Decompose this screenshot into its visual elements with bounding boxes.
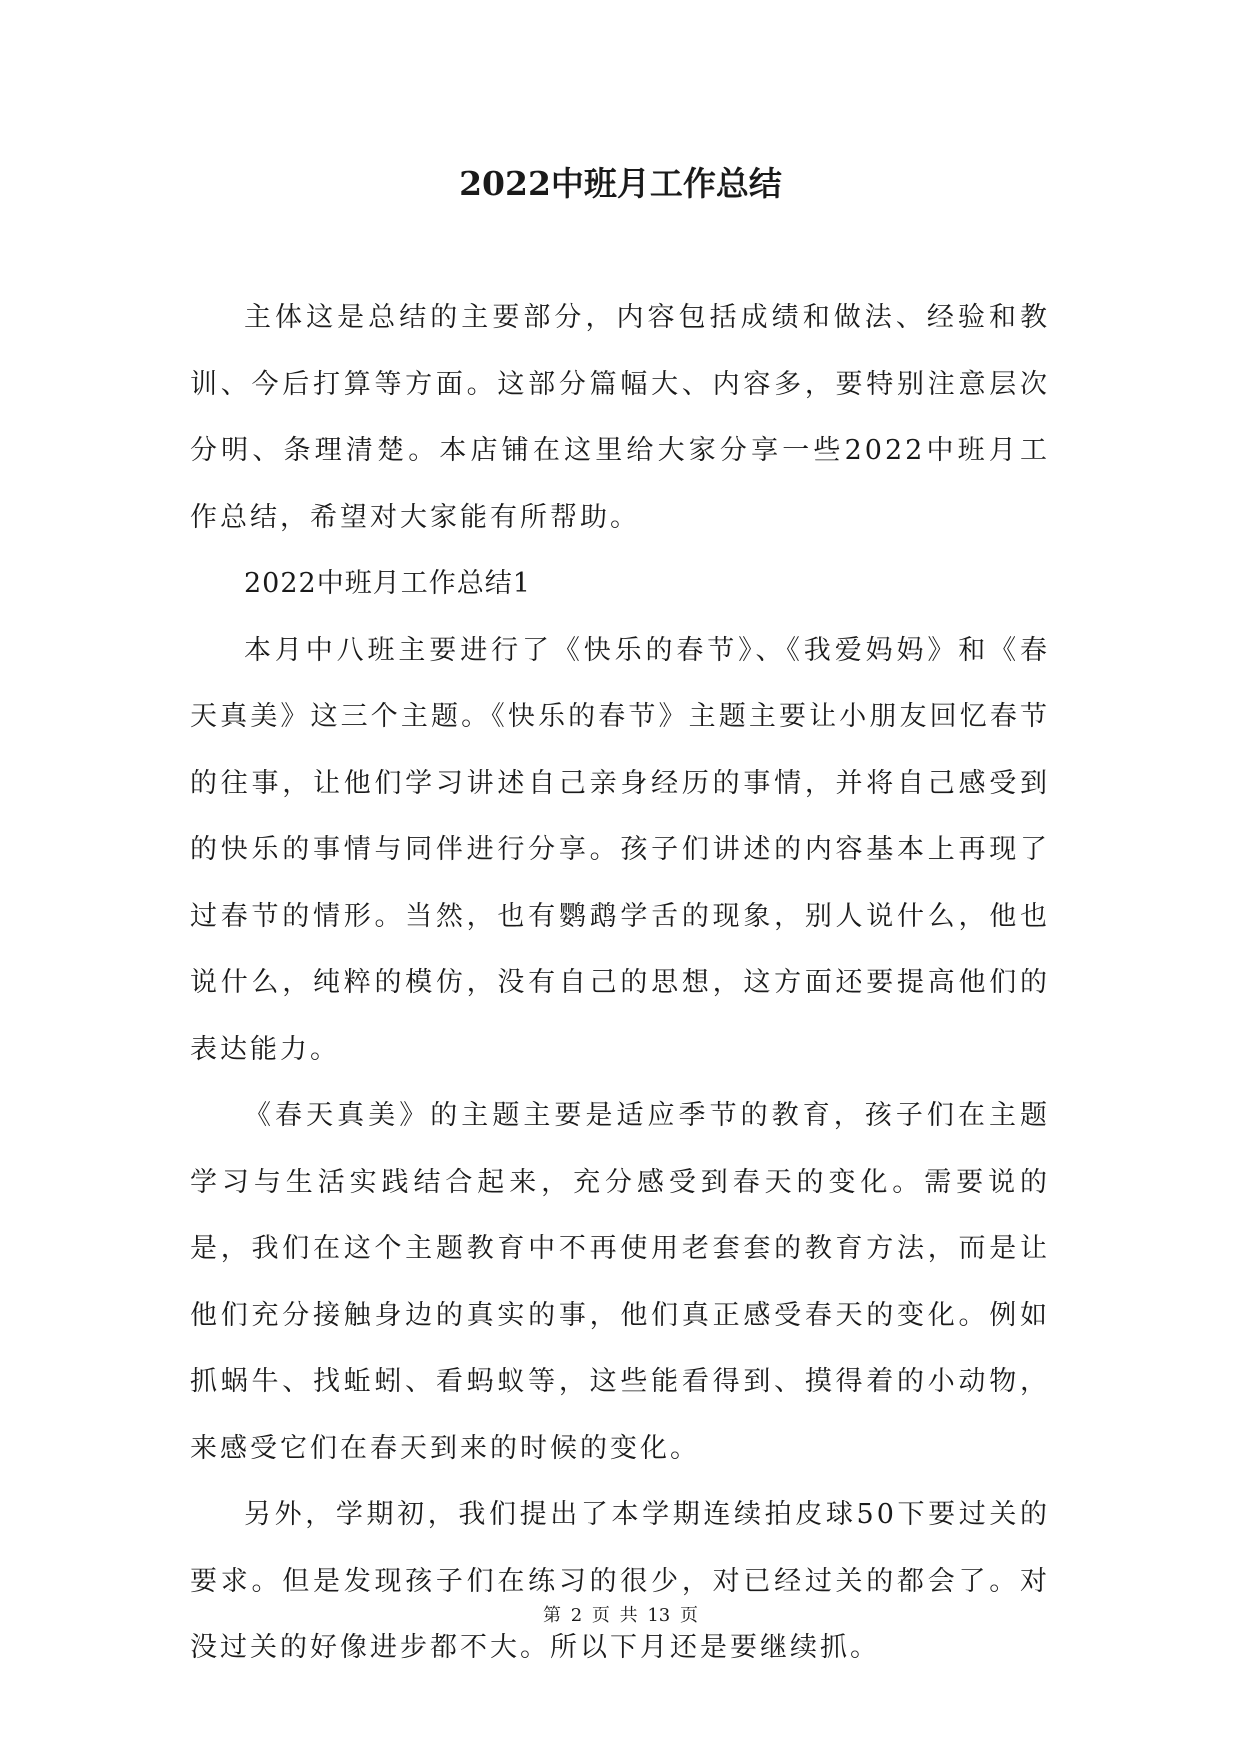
section-heading: 2022中班月工作总结1: [244, 568, 531, 599]
body-paragraph-spring: 《春天真美》的主题主要是适应季节的教育，孩子们在主题学习与生活实践结合起来，充分感受到春天的变化。需要说的是，我们在这个主题教育中不再使用老套套的教育方法，而是让他们充分接触身边的真实的事，他们真正感受春天的变化。例如抓蜗牛、找蚯蚓、看蚂蚁等，这些能看得到、摸得着的小动物，来感受它们在春天到来的时候的变化。: [190, 1100, 1050, 1464]
body-paragraph-ball: 另外，学期初，我们提出了本学期连续拍皮球50下要过关的要求。但是发现孩子们在练习的很少，对已经过关的都会了。对没过关的好像进步都不大。所以下月还是要继续抓。: [190, 1499, 1050, 1663]
intro-paragraph: 主体这是总结的主要部分，内容包括成绩和做法、经验和教训、今后打算等方面。这部分篇幅大、内容多，要特别注意层次分明、条理清楚。本店铺在这里给大家分享一些2022中班月工作总结，希望对大家能有所帮助。: [190, 302, 1050, 533]
document-body: [190, 285, 1050, 1682]
document-title: 2022中班月工作总结: [459, 164, 782, 203]
body-paragraph-themes: 本月中八班主要进行了《快乐的春节》、《我爱妈妈》和《春天真美》这三个主题。《快乐的春节》主题主要让小朋友回忆春节的往事，让他们学习讲述自己亲身经历的事情，并将自己感受到的快乐的事情与同伴进行分享。孩子们讲述的内容基本上再现了过春节的情形。当然，也有鹦鹉学舌的现象，别人说什么，他也说什么，纯粹的模仿，没有自己的思想，这方面还要提高他们的表达能力。: [190, 634, 1050, 1065]
page-footer: 第 2 页 共 13 页: [543, 1605, 698, 1626]
